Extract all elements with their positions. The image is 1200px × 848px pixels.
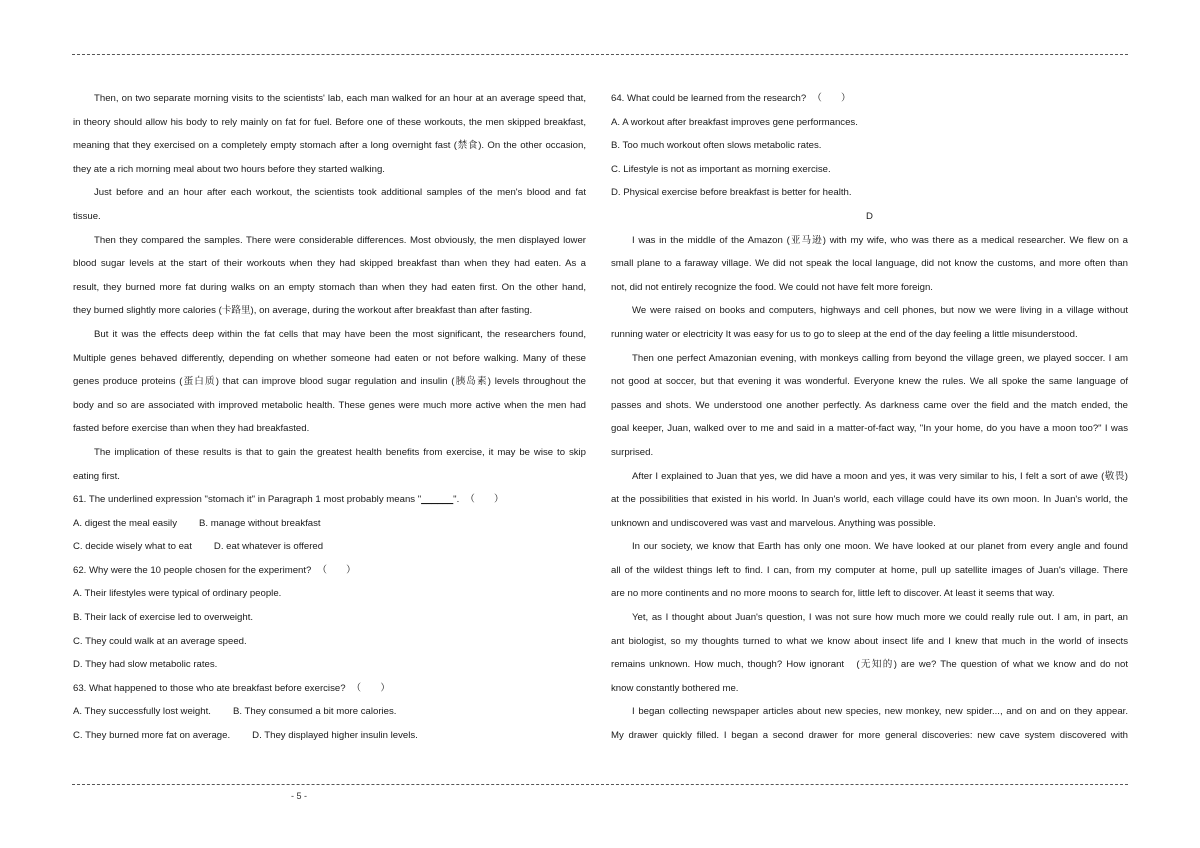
question-62-text: 62. Why were the 10 people chosen for the experiment? — [73, 564, 312, 576]
text-line: not good at soccer, but that evening it was wonderful. Everyone knew the rules. We all spoke the same language of — [611, 376, 1128, 388]
option-a: A. A workout after breakfast improves gene performances. — [611, 116, 858, 128]
option-b: B. Their lack of exercise led to overweight. — [73, 612, 254, 624]
text-line: in theory should allow his body to rely mainly on fat for fuel. Before one of these workouts, the men skipped breakfast, — [73, 116, 586, 128]
option-b: B. manage without breakfast — [199, 517, 321, 529]
text-line: they ate a rich morning meal about two hours before they started walking. — [73, 163, 385, 175]
option-d: D. They displayed higher insulin levels. — [252, 730, 418, 742]
text-line: Then, on two separate morning visits to the scientists' lab, each man walked for an hour at an average speed that, — [94, 93, 586, 104]
option-d: D. eat whatever is offered — [213, 541, 324, 553]
text-line: genes produce proteins (蛋白质) that can improve blood sugar regulation and insulin (胰岛素) levels throughout the — [73, 376, 586, 388]
option-c: C. decide wisely what to eat — [73, 541, 192, 553]
question-61-text: 61. The underlined expression "stomach it" in Paragraph 1 most probably means " — [73, 494, 422, 506]
answer-blank: ______ — [421, 494, 454, 506]
text-line: body and so are associated with improved metabolic health. These genes were much more active when the men had — [73, 399, 586, 411]
text-line: not, did not entirely recognize the food. We could not have felt more foreign. — [611, 281, 933, 293]
option-b: B. Too much workout often slows metabolic rates. — [611, 140, 822, 152]
question-61-options-row — [73, 535, 586, 559]
text-line: they burned slightly more calories (卡路里), on average, during the workout after breakfast than after fasting. — [73, 305, 533, 317]
question-61-stem — [73, 488, 586, 512]
text-line: passes and shots. We understood one another perfectly. As darkness came over the field and the match ended, the — [611, 399, 1128, 411]
text-line: fasted before exercise than when they had breakfasted. — [73, 423, 310, 435]
question-64-stem — [611, 87, 1128, 111]
text-line: tissue. — [73, 210, 101, 222]
option-a: A. Their lifestyles were typical of ordinary people. — [73, 588, 282, 600]
text-line: meaning that they exercised on a completely empty stomach after a long overnight fast (禁食). On the other occasion, — [73, 140, 586, 152]
question-61-options-row — [73, 512, 586, 536]
question-63-options-row — [73, 700, 586, 724]
text-line: goal keeper, Juan, walked over to me and said in a matter-of-fact way, "In your home, do you have a moon too?" I was — [611, 423, 1128, 435]
option-d: D. Physical exercise before breakfast is better for health. — [611, 187, 852, 199]
text-line: know constantly bothered me. — [611, 682, 739, 694]
answer-parentheses: （ ） — [351, 682, 390, 694]
option-c: C. Lifestyle is not as important as morning exercise. — [611, 163, 831, 175]
text-line: eating first. — [73, 470, 120, 482]
answer-parentheses: （ ） — [317, 564, 356, 576]
text-line: Just before and an hour after each workout, the scientists took additional samples of the men's blood and fat — [94, 187, 586, 199]
option-a: A. digest the meal easily — [73, 517, 177, 529]
text-line: all of the wildest things left to find. I can, from my computer at home, pull up satellite images of Juan's village. There — [611, 564, 1128, 576]
option-d: D. They had slow metabolic rates. — [73, 659, 218, 671]
option-c: C. They could walk at an average speed. — [73, 635, 247, 647]
question-63-options-row — [73, 724, 586, 748]
text-line: Then one perfect Amazonian evening, with monkeys calling from beyond the village green, we played soccer. I am — [632, 352, 1128, 364]
text-line: unknown and undiscovered was vast and marvelous. Anything was possible. — [611, 517, 936, 529]
text-line: small plane to a faraway village. We did not speak the local language, did not know the customs, and more often than — [611, 258, 1128, 270]
text-line: In our society, we know that Earth has only one moon. We have looked at our planet from every angle and found — [632, 541, 1128, 553]
option-c: C. They burned more fat on average. — [73, 730, 231, 742]
question-61-text-end: ". — [453, 494, 460, 506]
text-line: blood sugar levels at the start of their workouts when they had skipped breakfast than when they had eaten. As a — [73, 258, 586, 270]
answer-parentheses: （ ） — [465, 494, 504, 506]
text-line: are no more continents and no more moons to search for, little left to discover. At least it seems that way. — [611, 588, 1055, 600]
text-line: But it was the effects deep within the fat cells that may have been the most significant, the researchers found, — [94, 328, 586, 340]
text-line: Yet, as I thought about Juan's question, I was not sure how much more we could really rule out. I am, in part, an — [632, 612, 1128, 624]
option-a: A. They successfully lost weight. — [73, 706, 211, 718]
text-line: running water or electricity It was easy for us to go to sleep at the end of the day feeling a little misunderstood. — [611, 328, 1078, 340]
question-64-text: 64. What could be learned from the research? — [611, 93, 807, 104]
left-column — [73, 87, 586, 748]
text-line: After I explained to Juan that yes, we did have a moon and yes, it was very similar to his, I felt a sort of awe (敬畏) — [632, 470, 1128, 482]
text-line: The implication of these results is that to gain the greatest health benefits from exercise, it may be wise to skip — [94, 446, 586, 458]
text-line: result, they burned more fat during walks on an empty stomach than when they had eaten first. On the other hand, — [73, 281, 586, 293]
text-line: at the possibilities that existed in his world. In Juan's world, each village could have its own moon. In Juan's world, the — [611, 494, 1128, 506]
text-line: We were raised on books and computers, highways and cell phones, but now we were living in a village without — [632, 305, 1128, 317]
text-line: I was in the middle of the Amazon (亚马逊) with my wife, who was there as a medical researcher. We flew on a — [632, 234, 1128, 246]
bottom-dashed-rule — [72, 784, 1128, 785]
text-line: ant biologist, so my thoughts turned to what we know about insect life and I knew that much in the world of insects — [611, 635, 1128, 647]
answer-parentheses: （ ） — [812, 93, 851, 104]
question-62-stem — [73, 559, 586, 583]
question-63-text: 63. What happened to those who ate breakfast before exercise? — [73, 682, 346, 694]
text-line: Multiple genes behaved differently, depending on whether someone had eaten or not before walking. Many of these — [73, 352, 586, 364]
page-number: - 5 - — [290, 791, 307, 801]
right-column — [611, 87, 1128, 748]
text-line: Then they compared the samples. There were considerable differences. Most obviously, the men displayed lower — [94, 234, 586, 246]
top-dashed-rule — [72, 54, 1128, 55]
text-line: My drawer quickly filled. I began a second drawer for more general discoveries: new cave system discovered with — [611, 730, 1128, 742]
option-b: B. They consumed a bit more calories. — [232, 706, 397, 718]
text-line: I began collecting newspaper articles about new species, new monkey, new spider..., and on and on they appear. — [632, 706, 1128, 718]
text-line: surprised. — [611, 446, 654, 458]
section-heading: D — [866, 210, 873, 222]
question-63-stem — [73, 677, 586, 701]
text-line: remains unknown. How much, though? How ignorant (无知的) are we? The question of what we know and do not — [611, 659, 1128, 671]
